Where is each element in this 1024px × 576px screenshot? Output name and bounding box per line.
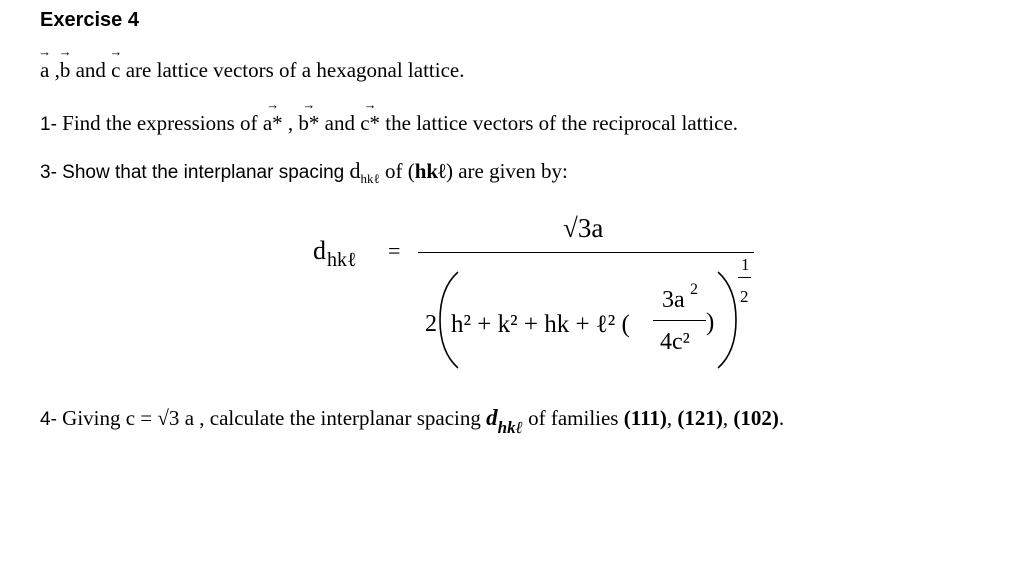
period: .	[778, 406, 785, 430]
formula-lhs-d: d	[313, 236, 326, 265]
fraction-bar	[418, 252, 754, 253]
formula-coefficient: 2	[425, 311, 437, 337]
vector-b-star: → b*	[298, 111, 319, 136]
intro-text: are lattice vectors of a hexagonal lattice.	[120, 58, 465, 82]
vector-a: → a	[40, 58, 49, 83]
formula-lhs-subscript: hkℓ	[327, 249, 357, 271]
inner-fraction-numerator: 3a	[662, 287, 685, 313]
miller-indices: hkℓ	[414, 159, 446, 183]
formula-expression: h² + k² + hk + ℓ² (	[451, 311, 630, 338]
question-text: Show that the interplanar spacing	[56, 162, 350, 183]
formula-equals: =	[388, 238, 401, 263]
separator: ,	[282, 111, 299, 135]
inner-fraction-denominator: 4c²	[660, 329, 690, 355]
family-102: (102)	[733, 406, 779, 430]
right-paren-large	[714, 270, 742, 370]
vector-c-star: → c*	[360, 111, 380, 136]
sqrt-three: √3	[157, 406, 180, 430]
question-number: 3-	[40, 162, 57, 183]
family-111: (111)	[623, 406, 667, 430]
spacing-d: d	[486, 405, 498, 430]
question-text-families: of families	[522, 406, 624, 430]
separator: ,	[49, 58, 60, 82]
formula-numerator: √3a	[563, 213, 604, 243]
and-text: and	[70, 58, 112, 82]
vector-b: → b	[60, 58, 71, 83]
question-number: 4-	[40, 409, 57, 430]
comma: ,	[666, 406, 678, 430]
question-text-end: ) are given by:	[445, 159, 568, 183]
inner-fraction-num-exponent: 2	[690, 281, 698, 298]
question-text: Find the expressions of	[56, 111, 263, 135]
outer-exponent-numerator: 1	[741, 255, 750, 274]
spacing-subscript: hkℓ	[360, 171, 380, 186]
and-text: and	[319, 111, 361, 135]
question-4	[40, 405, 785, 437]
question-text-mid: a , calculate the interplanar spacing	[179, 406, 487, 430]
family-121: (121)	[677, 406, 723, 430]
spacing-subscript: hkℓ	[497, 418, 523, 437]
exercise-title: Exercise 4	[40, 9, 139, 31]
inner-fraction-bar	[653, 320, 706, 321]
vector-c: → c	[111, 58, 120, 83]
spacing-d: d	[349, 158, 361, 183]
comma: ,	[722, 406, 734, 430]
question-text-mid: of (	[379, 159, 415, 183]
outer-exponent-denominator: 2	[740, 287, 749, 306]
question-text-end: the lattice vectors of the reciprocal lattice.	[380, 111, 739, 135]
question-text: Giving c =	[56, 406, 158, 430]
question-number: 1-	[40, 114, 57, 135]
inner-close-paren: )	[706, 309, 715, 336]
vector-a-star: → a*	[263, 111, 283, 136]
